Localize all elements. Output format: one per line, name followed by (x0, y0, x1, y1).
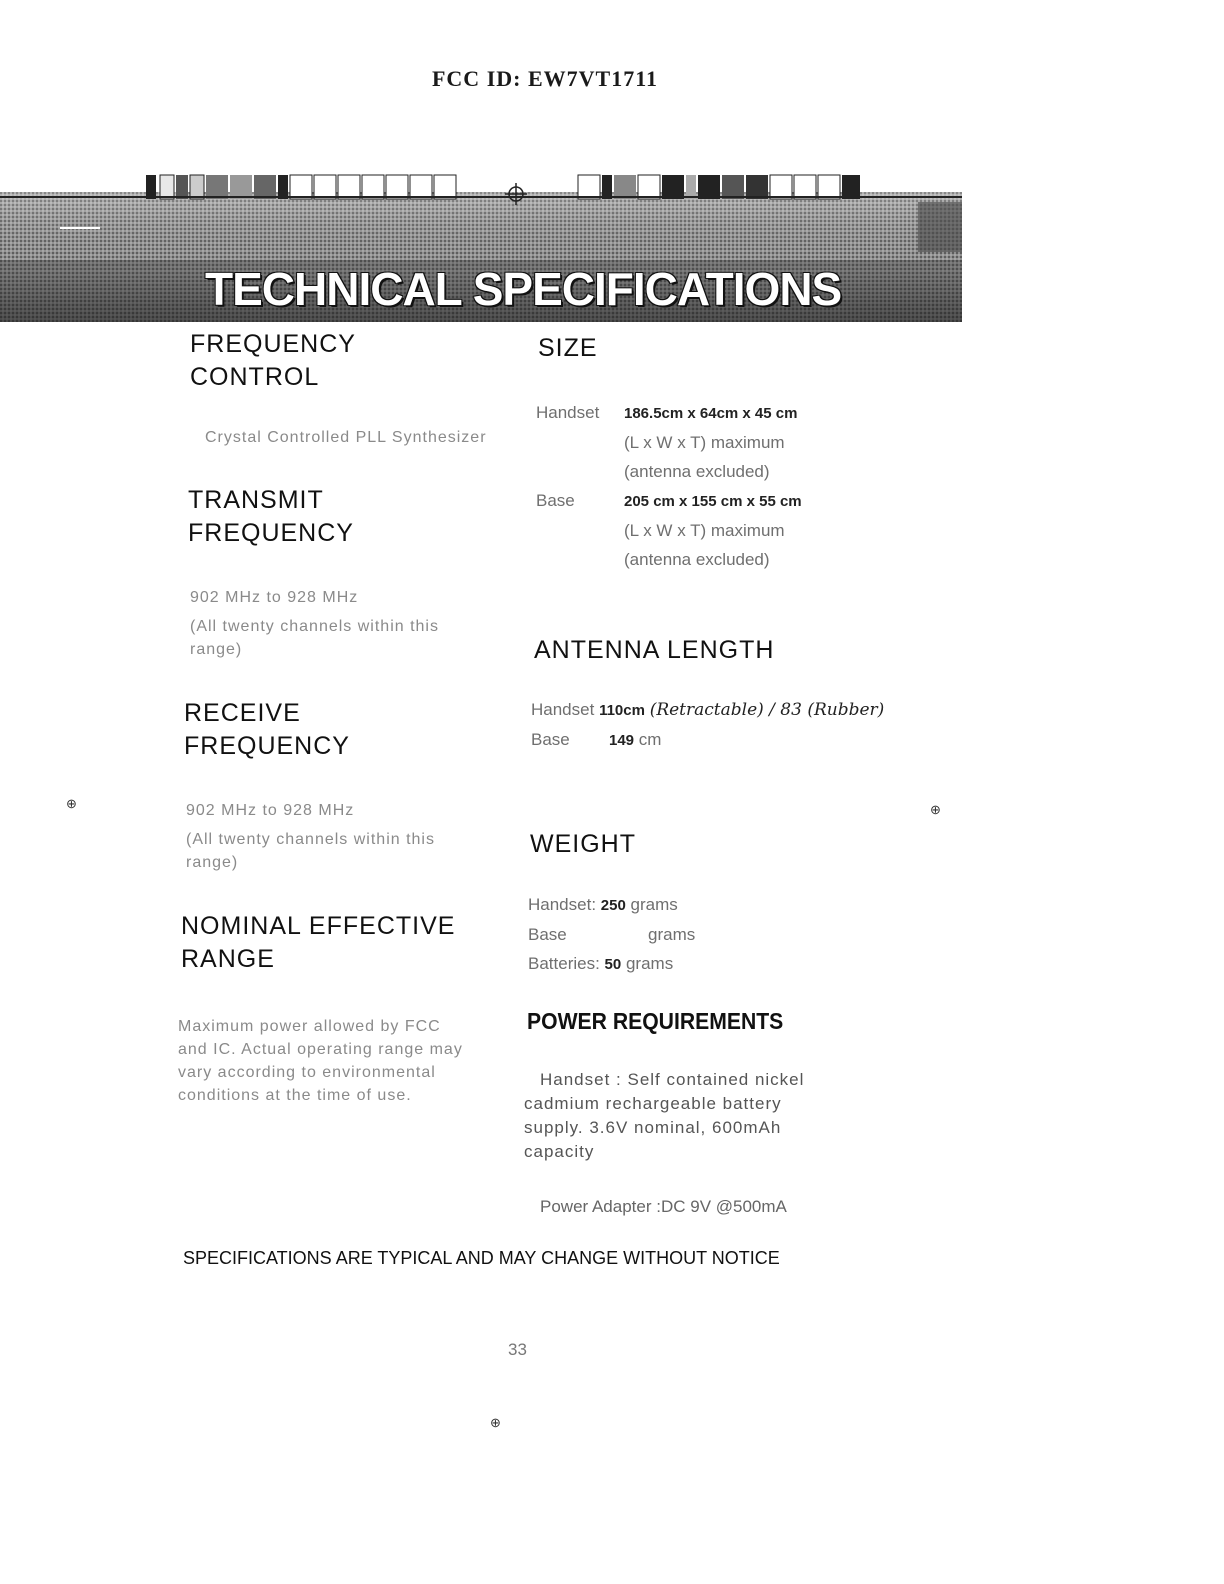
nominal-range-text (178, 1015, 463, 1107)
weight-batteries-value: 50 (604, 956, 622, 973)
antenna-handwritten-note: (Retractable) / 83 (Rubber) (649, 700, 885, 720)
nominal-range-line3: vary according to environmental (178, 1064, 436, 1081)
nominal-range-heading (181, 910, 455, 976)
size-base-label: Base (536, 491, 575, 510)
weight-base-label: Base (528, 925, 567, 944)
nominal-range-title-line1: NOMINAL EFFECTIVE (181, 912, 456, 940)
weight-details (528, 890, 828, 979)
size-heading: SIZE (538, 334, 598, 362)
antenna-length-heading: ANTENNA LENGTH (534, 636, 775, 664)
antenna-base-unit: cm (638, 730, 662, 749)
size-handset-value: 186.5cm x 64cm x 45 cm (624, 405, 798, 422)
power-line4: capacity (524, 1142, 595, 1161)
power-requirements-heading: POWER REQUIREMENTS (527, 1008, 784, 1034)
power-line3: supply. 3.6V nominal, 600mAh (524, 1118, 782, 1137)
antenna-handset-label: Handset (531, 700, 595, 719)
antenna-base-value: 149 (609, 732, 635, 749)
receive-frequency-title-line1: RECEIVE (184, 699, 301, 727)
registration-mark-right-icon: ⊕ (930, 802, 941, 817)
size-handset-label: Handset (536, 403, 600, 422)
size-base-value: 205 cm x 155 cm x 55 cm (624, 493, 802, 510)
receive-frequency-title-line2: FREQUENCY (184, 732, 350, 760)
nominal-range-line2: and IC. Actual operating range may (178, 1041, 463, 1058)
transmit-frequency-title-line2: FREQUENCY (188, 519, 354, 547)
weight-batteries-unit: grams (625, 954, 674, 973)
power-line1: Handset : Self contained nickel (540, 1070, 805, 1089)
weight-batteries-label: Batteries: (528, 954, 600, 973)
size-base-note1: (L x W x T) maximum (624, 521, 785, 540)
transmit-frequency-note-line2: range) (190, 641, 243, 658)
receive-frequency-note-line1: (All twenty channels within this (186, 831, 435, 848)
nominal-range-line1: Maximum power allowed by FCC (178, 1018, 441, 1035)
receive-frequency-note-line2: range) (186, 854, 239, 871)
transmit-frequency-note-line1: (All twenty channels within this (190, 618, 439, 635)
weight-handset-unit: grams (630, 895, 678, 914)
fcc-id: FCC ID: EW7VT1711 (431, 66, 658, 91)
power-adapter-text: Power Adapter :DC 9V @500mA (540, 1197, 787, 1216)
nominal-range-title-line2: RANGE (181, 945, 275, 973)
power-requirements-text (524, 1068, 844, 1164)
frequency-control-title-line1: FREQUENCY (190, 330, 356, 358)
antenna-details (531, 695, 971, 755)
receive-frequency-text (186, 799, 435, 874)
weight-base-unit: grams (648, 925, 696, 944)
size-handset-note1: (L x W x T) maximum (624, 433, 785, 452)
weight-handset-value: 250 (600, 897, 626, 914)
frequency-control-text: Crystal Controlled PLL Synthesizer (205, 429, 487, 446)
page-title: TECHNICAL SPECIFICATIONS (205, 263, 842, 315)
size-details (536, 398, 916, 574)
weight-handset-label: Handset: (528, 895, 597, 914)
power-line2: cadmium rechargeable battery (524, 1094, 782, 1113)
size-base-note2: (antenna excluded) (624, 550, 770, 569)
size-handset-note2: (antenna excluded) (624, 462, 770, 481)
transmit-frequency-range: 902 MHz to 928 MHz (190, 589, 359, 606)
frequency-control-title-line2: CONTROL (190, 363, 320, 391)
registration-mark-bottom-icon: ⊕ (490, 1415, 501, 1430)
transmit-frequency-heading (188, 484, 354, 550)
page-number: 33 (508, 1340, 527, 1359)
transmit-frequency-title-line1: TRANSMIT (188, 486, 324, 514)
frequency-control-heading (190, 328, 356, 394)
receive-frequency-heading (184, 697, 350, 763)
antenna-handset-value: 110cm (599, 702, 645, 719)
registration-mark-left-icon: ⊕ (66, 796, 77, 811)
nominal-range-line4: conditions at the time of use. (178, 1087, 412, 1104)
antenna-base-label: Base (531, 730, 570, 749)
specifications-notice: SPECIFICATIONS ARE TYPICAL AND MAY CHANGE WITHOUT NOTICE (183, 1248, 780, 1268)
weight-heading: WEIGHT (530, 830, 636, 858)
receive-frequency-range: 902 MHz to 928 MHz (186, 802, 355, 819)
transmit-frequency-text (190, 586, 439, 661)
